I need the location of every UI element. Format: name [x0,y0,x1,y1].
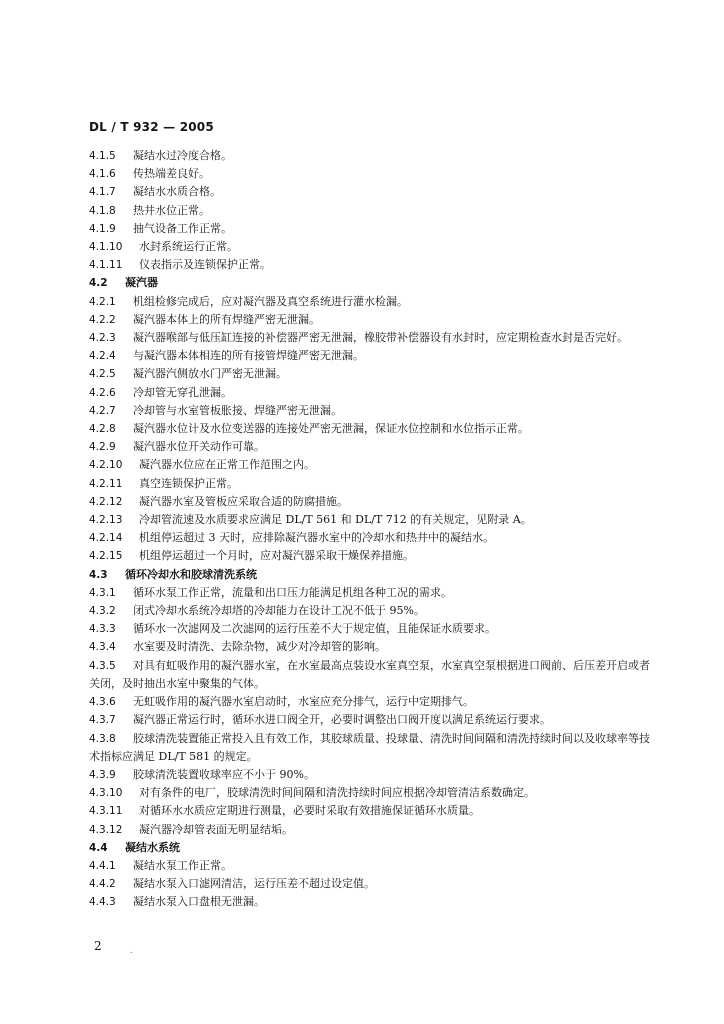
clause-number: 4.4.1 [89,859,116,872]
clause-number: 4.2.14 [89,532,123,545]
clause-4-2-10 [89,456,655,474]
clause-4-2-15 [89,547,655,565]
clause-number: 4.3.12 [89,823,123,836]
clause-number: 4.2.6 [89,386,116,399]
clause-text: 无虹吸作用的凝汽器水室启动时，水室应充分排气，运行中定期排气。 [133,695,474,709]
clause-number: 4.2.5 [89,368,116,381]
clause-text: 传热端差良好。 [133,167,210,181]
clause-text: 对具有虹吸作用的凝汽器水室，在水室最高点装设水室真空泵，水室真空泵根据进口阀前、后压差开启或者关闭，及时抽出水室中聚集的气体。 [89,658,650,690]
clause-4-3-2 [89,602,655,620]
standard-header: DL / T 932 — 2005 [89,120,214,134]
clause-4-3-8 [89,730,655,766]
clause-text: 水室要及时清洗、去除杂物，减少对冷却管的影响。 [133,640,386,654]
clause-text: 与凝汽器本体相连的所有接管焊缝严密无泄漏。 [133,349,364,363]
clause-4-3-3 [89,620,655,638]
clause-4-3-9 [89,766,655,784]
clause-text: 凝汽器水位计及水位变送器的连接处严密无泄漏，保证水位控制和水位指示正常。 [133,422,529,436]
section-number: 4.2 [89,277,108,290]
clause-number: 4.1.11 [89,259,123,272]
clause-text: 胶球清洗装置收球率应不小于 90%。 [133,767,315,781]
section-number: 4.4 [89,841,108,854]
section-title: 凝汽器 [125,276,158,290]
clause-text: 循环水一次滤网及二次滤网的运行压差不大于规定值，且能保证水质要求。 [133,622,496,636]
section-title: 凝结水系统 [125,840,180,854]
clause-text: 凝汽器水位开关动作可靠。 [133,440,265,454]
clause-text: 抽气设备工作正常。 [133,221,232,235]
clause-number: 4.2.10 [89,459,123,472]
clause-number: 4.2.12 [89,495,123,508]
clause-number: 4.2.1 [89,295,116,308]
clause-4-2-3 [89,329,655,347]
clause-text: 凝结水过冷度合格。 [133,149,232,162]
clause-4-1-7 [89,183,655,201]
clause-text: 对循环水水质应定期进行测量，必要时采取有效措施保证循环水质量。 [139,804,480,818]
clause-4-2-14 [89,529,655,547]
clause-number: 4.3.6 [89,696,116,709]
clause-number: 4.3.7 [89,714,116,727]
clause-4-2-2 [89,311,655,329]
clause-number: 4.3.8 [89,732,116,745]
clause-number: 4.2.9 [89,441,116,454]
section-heading-4-3 [89,566,655,584]
clause-number: 4.4.2 [89,878,116,891]
clause-text: 冷却管与水室管板胀接、焊缝严密无泄漏。 [133,403,342,417]
clause-text: 热井水位正常。 [133,203,210,217]
clause-text: 凝结水泵入口滤网清洁，运行压差不超过设定值。 [133,877,375,891]
section-heading-4-4 [89,839,655,857]
clause-4-3-12 [89,821,655,839]
clause-number: 4.3.10 [89,787,123,800]
clause-number: 4.1.6 [89,168,116,181]
clause-text: 胶球清洗装置能正常投入且有效工作，其胶球质量、投球量、清洗时间间隔和清洗持续时间以及收球率等技术指标应满足 DL/T 581 的规定。 [89,731,650,763]
clause-number: 4.3.5 [89,659,116,672]
clause-number: 4.3.3 [89,623,116,636]
clause-number: 4.3.11 [89,805,123,818]
clause-number: 4.2.2 [89,313,116,326]
clause-number: 4.2.3 [89,332,116,345]
clause-4-2-11 [89,475,655,493]
clause-text: 仪表指示及连锁保护正常。 [139,258,271,272]
clause-4-1-8 [89,202,655,220]
clause-4-1-9 [89,220,655,238]
clause-4-2-9 [89,438,655,456]
clause-4-2-8 [89,420,655,438]
clause-text: 凝汽器水室及管板应采取合适的防腐措施。 [139,494,348,508]
clause-number: 4.3.4 [89,641,116,654]
clause-number: 4.2.4 [89,350,116,363]
clause-number: 4.1.8 [89,204,116,217]
clause-4-2-7 [89,402,655,420]
clause-number: 4.2.7 [89,404,116,417]
clause-text: 凝结水泵工作正常。 [133,858,232,872]
clause-number: 4.2.11 [89,477,123,490]
clause-number: 4.3.9 [89,768,116,781]
clause-text: 凝汽器冷却管表面无明显结垢。 [139,822,293,836]
clause-text: 机组停运超过 3 天时，应排除凝汽器水室中的冷却水和热井中的凝结水。 [139,531,494,545]
clause-text: 循环水泵工作正常，流量和出口压力能满足机组各种工况的需求。 [133,585,452,599]
clause-number: 4.1.9 [89,222,116,235]
clause-4-3-4 [89,638,655,656]
clause-4-2-4 [89,347,655,365]
clause-4-1-6 [89,165,655,183]
clause-number: 4.1.7 [89,186,116,199]
clause-4-1-10 [89,238,655,256]
clause-text: 凝汽器汽侧放水门严密无泄漏。 [133,367,287,381]
clause-text: 凝结水水质合格。 [133,185,221,199]
clause-text: 对有条件的电厂，胶球清洗时间间隔和清洗持续时间应根据冷却管清洁系数确定。 [139,786,535,800]
clause-text: 真空连锁保护正常。 [139,476,238,490]
clause-text: 冷却管流速及水质要求应满足 DL/T 561 和 DL/T 712 的有关规定，见附录 A。 [139,513,532,527]
clause-text: 凝汽器正常运行时，循环水进口阀全开，必要时调整出口阀开度以满足系统运行要求。 [133,713,551,727]
clause-4-4-1 [89,857,655,875]
clause-number: 4.2.13 [89,514,123,527]
clause-text: 凝汽器喉部与低压缸连接的补偿器严密无泄漏，橡胶带补偿器设有水封时，应定期检查水封是否完好。 [133,331,628,345]
page-number: 2 [94,939,102,953]
clause-number: 4.3.1 [89,586,116,599]
clause-4-2-13 [89,511,655,529]
section-heading-4-2 [89,274,655,292]
clause-4-3-10 [89,784,655,802]
clause-4-2-5 [89,365,655,383]
clause-text: 冷却管无穿孔泄漏。 [133,385,232,399]
clause-number: 4.3.2 [89,605,116,618]
clause-text: 凝汽器本体上的所有焊缝严密无泄漏。 [133,312,320,326]
clause-4-3-5 [89,657,655,693]
clause-4-2-1 [89,293,655,311]
clause-4-3-6 [89,693,655,711]
clause-4-1-5 [89,147,655,165]
clause-number: 4.4.3 [89,896,116,909]
clause-4-4-3 [89,893,655,911]
clause-number: 4.2.15 [89,550,123,563]
clause-4-3-11 [89,802,655,820]
clause-number: 4.2.8 [89,423,116,436]
clause-number: 4.1.10 [89,241,123,254]
clause-text: 机组停运超过一个月时，应对凝汽器采取干燥保养措施。 [139,549,414,563]
footer-mark: . [130,946,133,955]
clause-4-3-7 [89,711,655,729]
clause-number: 4.1.5 [89,150,116,162]
clause-4-2-12 [89,493,655,511]
clause-text: 闭式冷却水系统冷却塔的冷却能力在设计工况不低于 95%。 [133,604,425,618]
clause-text: 凝结水泵入口盘根无泄漏。 [133,895,265,909]
clause-4-4-2 [89,875,655,893]
clause-4-2-6 [89,384,655,402]
section-title: 循环冷却水和胶球清洗系统 [125,567,257,581]
clause-text: 水封系统运行正常。 [139,240,238,254]
clause-text: 机组检修完成后，应对凝汽器及真空系统进行灌水检漏。 [133,294,408,308]
clause-4-1-11 [89,256,655,274]
clause-text: 凝汽器水位应在正常工作范围之内。 [139,458,315,472]
section-number: 4.3 [89,568,108,581]
clause-4-3-1 [89,584,655,602]
content-body [89,147,655,912]
